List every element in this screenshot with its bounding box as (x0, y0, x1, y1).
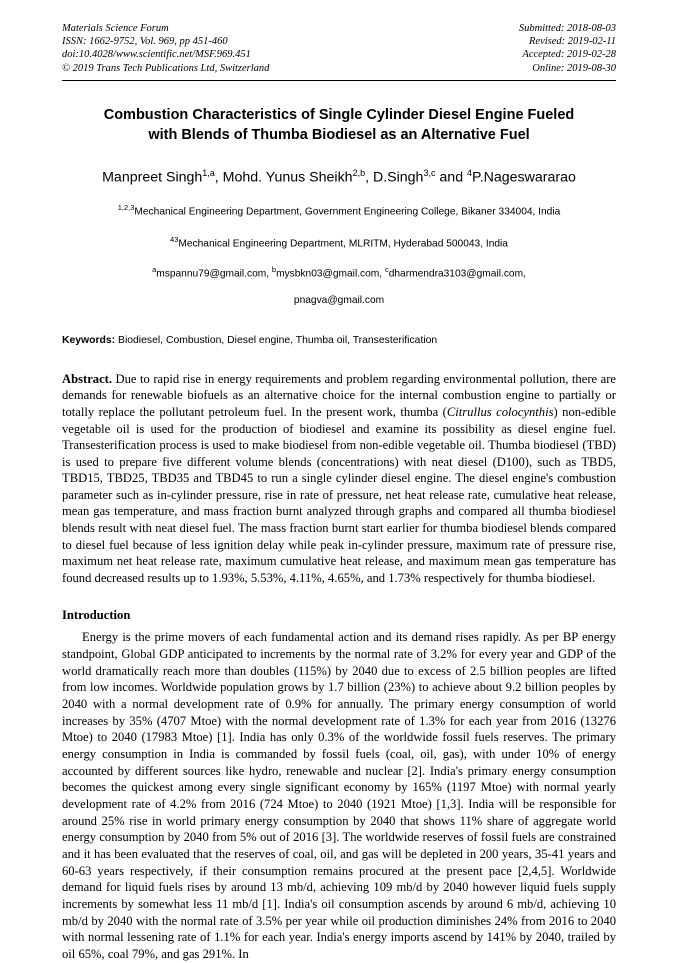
date-accepted: Accepted: 2019-02-28 (522, 49, 616, 61)
date-online: Online: 2019-08-30 (532, 62, 616, 74)
author-emails-line-2: pnagva@gmail.com (293, 294, 385, 306)
masthead-right (519, 22, 616, 75)
page-title: Combustion Characteristics of Single Cylinder Diesel Engine Fueled with Blends of Thumba Biodiesel as an Alternative Fuel (103, 106, 575, 143)
date-submitted: Submitted: 2018-08-03 (518, 23, 616, 34)
author-emails-line-1: $^a$mspannu79@gmail.com, $^b$mysbkn03@gmail.com, $^c$dharmendra3103@gmail.com, (152, 265, 526, 280)
date-revised: Revised: 2019-02-11 (529, 36, 616, 48)
journal-issn-volume: ISSN: 1662-9752, Vol. 969, pp 451-460 (62, 36, 228, 48)
affiliation-2: $^{43}$Mechanical Engineering Department, MLRITM, Hyderabad 500043, India (170, 234, 508, 250)
journal-doi: doi:10.4028/www.scientific.net/MSF.969.451 (62, 49, 251, 61)
keywords-block (62, 334, 616, 348)
abstract-text: Due to rapid rise in energy requirements and problem regarding environmental pollution, there are demands for renewable biofuels as an alternative choice for the internal combustion engine to partially or totally replace the pollutant petroleum fuel. In the present work, thumba (Citrullus colocynthis) non-edible vegetable oil is used for the production of biodiesel and examine its possibility as diesel engine fuel. Transesterification process is used to make biodiesel from non-edible vegetable oil. Thumba biodiesel (TBD) is used to prepare five different volume blends (concentrations) with neat diesel (D100), such as TBD5, TBD15, TBD25, TBD35 and TBD45 to run a single cylinder diesel engine. The diesel engine's combustion parameter such as in-cylinder pressure, rise in rate of pressure, net heat release rate, cumulative heat release, mean gas temperature, and mass fraction burnt analyzed through graphs and compared all thumba biodiesel blends result with neat diesel fuel. The mass fraction burnt start earlier for thumba biodiesel blends compared to diesel fuel because of less ignition delay while peak in-cylinder pressure, maximum rate of pressure rise, maximum net heat release rate, maximum cumulative heat release, and maximum mean gas temperature has found decreased results up to 1.93%, 5.53%, 4.11%, 4.65%, and 1.73% respectively for thumba biodiesel. (62, 371, 617, 585)
masthead-left (62, 22, 269, 75)
journal-name: Materials Science Forum (62, 23, 169, 34)
masthead (62, 22, 616, 75)
author-list: Manpreet Singh$^{1,a}$, Mohd. Yunus Sheikh$^{2,b}$, D.Singh$^{3,c}$ and $^4$P.Nageswararao (102, 167, 576, 186)
copyright-line: © 2019 Trans Tech Publications Ltd, Switzerland (62, 62, 270, 74)
keywords-value: Biodiesel, Combustion, Diesel engine, Thumba oil, Transesterification (118, 334, 438, 346)
introduction-paragraph: Energy is the prime movers of each fundamental action and its demand rises rapidly. As per BP energy standpoint, Global GDP anticipated to increments by the normal rate of 3.2% for every year and GDP of the world dramatically reach more than doubles (115%) by 2040 due to excess of 2.5 billion peoples are lifted from low incomes. Worldwide population grows by 1.7 billion (23%) to achieve about 9.2 billion peoples by 2040 with a normal development rate of 0.9% for annually. The primary energy consumption of world increases by 35% (4707 Mtoe) with the normal development rate of 1.3% for each year from 2016 (13276 Mtoe) to 2040 (17983 Mtoe) [1]. India has only 0.3% of the worldwide fossil fuels reserves. The primary energy consumption in India is commanded by fossil fuels (coal, oil, gas), with under 10% of energy accounted by different sources like hydro, renewable and nuclear [2]. India's primary energy consumption becomes the quickest among every single significant economy by 165% (1197 Mtoe) with normal yearly development rate of 4.2% from 2016 (724 Mtoe) to 2040 (1921 Mtoe) [1,3]. India will be responsible for around 25% rise in world primary energy consumption by 2040 that shows 11% share of aggregate world energy consumption by 2040 from 5% out of 2016 [3]. The worldwide reserves of fossil fuels are constrained and it has been evaluated that the reserves of coal, oil, and gas will be depleted in 200 years, 35-41 years and 60-63 years respectively, if their consumption remains procured at the present pace [2,4,5]. Worldwide demand for liquid fuels rises by around 13 mb/d, achieving 109 mb/d by 2040 however liquid fuels supply increments by somewhat less 11 mb/d [1]. India's oil consumption ascends by around 6 mb/d, achieving 10 mb/d by 2040 with the normal rate of 3.5% per year while oil production diminishes 24% from 2016 to 2040 with normal lessening rate of 1.1% for each year. India's energy imports ascend by 141% by 2040, trailed by oil 65%, coal 79%, and gas 291%. In (62, 630, 616, 961)
abstract-label: Abstract. (62, 371, 113, 386)
keywords-label: Keywords: (62, 334, 116, 346)
section-heading-introduction: Introduction (62, 608, 131, 623)
header-divider (62, 80, 616, 81)
affiliation-1: $^{1,2,3}$Mechanical Engineering Department, Government Engineering College, Bikaner 334004, India (117, 202, 561, 217)
abstract-block (62, 371, 616, 587)
